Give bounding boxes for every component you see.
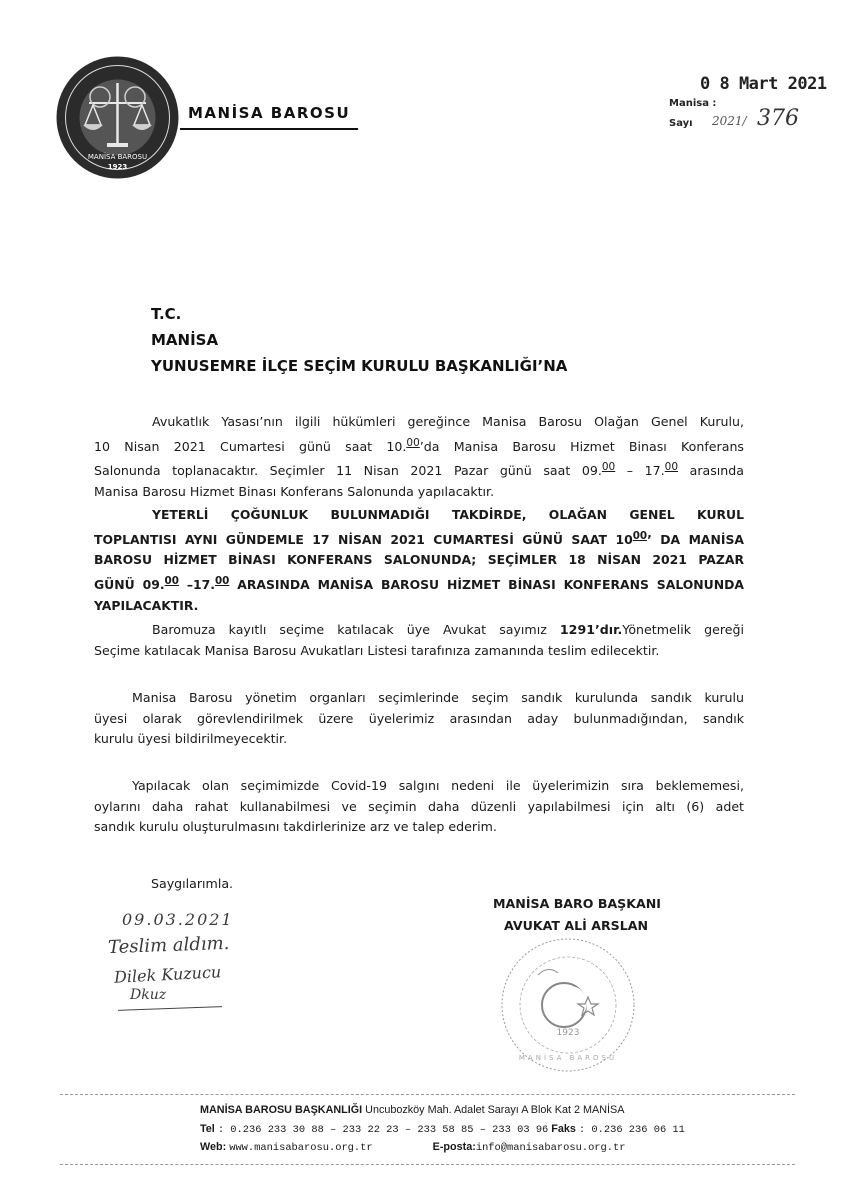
signatory-name: AVUKAT ALİ ARSLAN bbox=[504, 918, 649, 933]
p1-line-2-sup: 00 bbox=[406, 436, 420, 449]
p1-line-2b: ’da Manisa Barosu Hizmet Binası Konferans bbox=[419, 438, 744, 454]
signature-underline bbox=[118, 1006, 222, 1011]
paragraph-meeting-date bbox=[94, 412, 744, 503]
footer-tel: : 0.236 233 30 88 – 233 22 23 – 233 58 85 – 233 03 96 bbox=[217, 1124, 549, 1136]
p4-line-3: kurulu üyesi bildirilmeyecektir. bbox=[94, 731, 288, 747]
addressee-line-2: MANİSA bbox=[151, 331, 219, 349]
footer-org: MANİSA BAROSU BAŞKANLIĞI bbox=[200, 1104, 363, 1116]
p4-line-2: üyesi olarak görevlendirilmek üzere üyelerimiz arasından aday bulunmadığından, sandık bbox=[94, 710, 744, 726]
footer-bottom-rule bbox=[60, 1164, 795, 1165]
p2-line-5: YAPILACAKTIR. bbox=[94, 597, 199, 613]
handwritten-receipt-note: Teslim aldım. bbox=[107, 932, 230, 959]
handwritten-receiver-name: Dilek Kuzucu bbox=[113, 962, 222, 987]
p1-line-4: Manisa Barosu Hizmet Binası Konferans Salonunda yapılacaktır. bbox=[94, 484, 495, 500]
document-date-stamp: 0 8 Mart 2021 bbox=[700, 74, 827, 94]
p2-line-4c: ARASINDA MANİSA BAROSU HİZMET BİNASI KONFERANS SALONUNDA bbox=[229, 577, 744, 593]
paragraph-alternate-date bbox=[94, 505, 744, 616]
p2-line-3: BAROSU HİZMET BİNASI KONFERANS SALONUNDA; SEÇİMLER 18 NİSAN 2021 PAZAR bbox=[94, 552, 744, 568]
p2-line-2a: TOPLANTISI AYNI GÜNDEMLE 17 NİSAN 2021 CUMARTESİ GÜNÜ SAAT 10 bbox=[94, 531, 633, 547]
footer-tel-label: Tel bbox=[200, 1123, 215, 1135]
p5-line-2: oylarını daha rahat kullanabilmesi ve seçimin daha düzenli yapılabilmesi için altı (6) adet bbox=[94, 798, 744, 814]
p1-line-3a: Salonunda toplanacaktır. Seçimler 11 Nisan 2021 Pazar günü saat 09. bbox=[94, 463, 602, 479]
footer-web-label: Web: bbox=[200, 1141, 227, 1153]
seal-ring-text: MANİSA BAROSU bbox=[518, 1054, 618, 1062]
paragraph-ballot-committee bbox=[94, 688, 744, 750]
p3-line-1a: Baromuza kayıtlı seçime katılacak üye Avukat sayımız bbox=[152, 622, 560, 637]
footer-phone-line bbox=[200, 1123, 685, 1136]
seal-year: 1923 bbox=[556, 1028, 580, 1038]
p2-line-4-sup1: 00 bbox=[164, 574, 179, 587]
brand-underline bbox=[180, 128, 358, 130]
sayi-prefix: 2021/ bbox=[712, 114, 747, 128]
closing-regards: Saygılarımla. bbox=[151, 876, 234, 891]
p5-line-3: sandık kurulu oluşturulmasını takdirlerinize arz ve talep ederim. bbox=[94, 819, 497, 835]
official-seal bbox=[498, 935, 638, 1075]
manisa-label: Manisa : bbox=[669, 98, 717, 109]
p2-line-4-sup2: 00 bbox=[214, 574, 230, 587]
brand-title: MANİSA BAROSU bbox=[188, 104, 351, 122]
footer-fax: : 0.236 236 06 11 bbox=[578, 1124, 685, 1136]
p4-line-1: Manisa Barosu yönetim organları seçimlerinde seçim sandık kurulunda sandık kurulu bbox=[132, 690, 744, 705]
p2-line-4b: –17. bbox=[178, 577, 215, 593]
footer-address-line bbox=[200, 1104, 624, 1116]
p2-line-1: YETERLİ ÇOĞUNLUK BULUNMADIĞI TAKDİRDE, OLAĞAN GENEL KURUL bbox=[152, 507, 744, 522]
signatory-title: MANİSA BARO BAŞKANI bbox=[493, 896, 661, 911]
p3-line-2: Seçime katılacak Manisa Barosu Avukatları Listesi tarafınıza zamanında teslim edilecektir. bbox=[94, 642, 660, 658]
logo-text: MANİSA BAROSU bbox=[87, 153, 148, 161]
p2-line-4a: GÜNÜ 09. bbox=[94, 577, 165, 593]
handwritten-signature: Dkuz bbox=[130, 987, 167, 1003]
p5-line-1: Yapılacak olan seçimimizde Covid-19 salgını nedeni ile üyelerimizin sıra beklememesi, bbox=[132, 778, 744, 793]
p1-line-3b: – 17. bbox=[615, 463, 665, 479]
footer-email-label: E-posta: bbox=[432, 1141, 476, 1153]
member-count: 1291’dır. bbox=[559, 622, 623, 637]
p1-line-3-sup2: 00 bbox=[664, 461, 679, 474]
handwritten-date: 09.03.2021 bbox=[122, 910, 234, 929]
footer-email-link[interactable]: info@manisabarosu.org.tr bbox=[475, 1142, 626, 1154]
footer-web-line bbox=[200, 1141, 625, 1154]
p1-line-2a: 10 Nisan 2021 Cumartesi günü saat 10. bbox=[94, 438, 407, 454]
sayi-number: 376 bbox=[757, 106, 799, 131]
footer-fax-label: Faks bbox=[551, 1123, 576, 1135]
bar-association-logo bbox=[55, 55, 180, 180]
paragraph-covid-request bbox=[94, 776, 744, 838]
footer-address: Uncubozköy Mah. Adalet Sarayı A Blok Kat 2 MANİSA bbox=[365, 1104, 625, 1116]
p3-line-1b: Yönetmelik gereği bbox=[622, 622, 744, 637]
footer-top-rule bbox=[60, 1094, 795, 1095]
p1-line-1: Avukatlık Yasası’nın ilgili hükümleri gereğince Manisa Barosu Olağan Genel Kurulu, bbox=[152, 414, 744, 429]
paragraph-member-count bbox=[94, 620, 744, 661]
logo-year: 1923 bbox=[107, 163, 128, 171]
p1-line-3-sup1: 00 bbox=[601, 461, 616, 474]
addressee-line-1: T.C. bbox=[151, 305, 182, 323]
p1-line-3c: arasında bbox=[678, 463, 744, 479]
footer-web-link[interactable]: www.manisabarosu.org.tr bbox=[229, 1142, 373, 1154]
p2-line-2-sup: 00 bbox=[632, 529, 648, 542]
p2-line-2b: ’ DA MANİSA bbox=[647, 531, 745, 547]
addressee-line-3: YUNUSEMRE İLÇE SEÇİM KURULU BAŞKANLIĞI’NA bbox=[151, 357, 568, 375]
sayi-label: Sayı bbox=[669, 118, 693, 129]
